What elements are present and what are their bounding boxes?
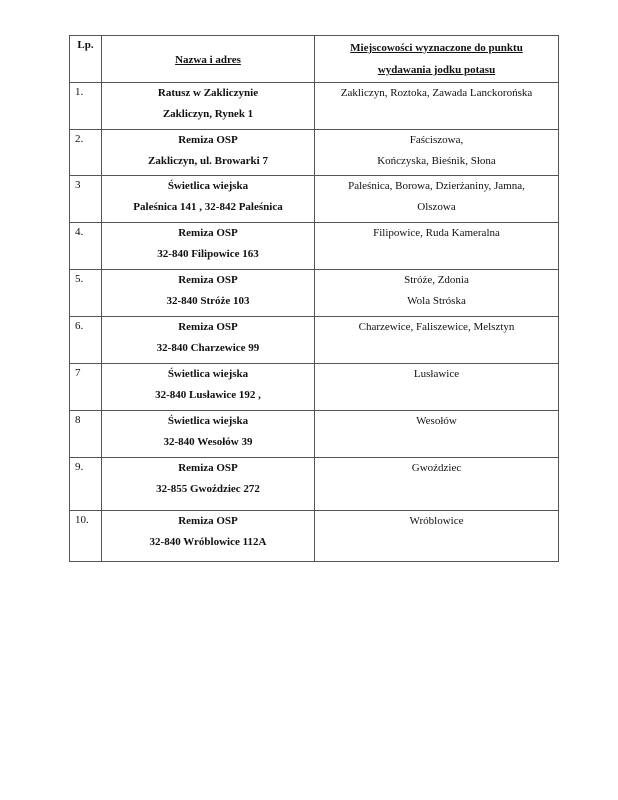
location-name-address: [102, 317, 315, 364]
location-name: Remiza OSP: [178, 227, 238, 239]
places-line1: Lusławice: [413, 368, 460, 380]
location-name: Świetlica wiejska: [167, 180, 249, 192]
assigned-places: [315, 130, 559, 176]
row-number: 2.: [70, 130, 102, 176]
row-number: 4.: [70, 223, 102, 270]
location-address: Zakliczyn, Rynek 1: [162, 108, 254, 120]
location-name: Ratusz w Zakliczynie: [157, 87, 259, 99]
row-number: 10.: [70, 511, 102, 562]
places-line1: Gwoździec: [411, 462, 462, 474]
assigned-places: [315, 364, 559, 411]
places-line2: Wola Stróska: [407, 295, 466, 307]
location-name-address: [102, 411, 315, 458]
row-number: 7: [70, 364, 102, 411]
location-address: 32-855 Gwoździec 272: [156, 483, 260, 495]
distribution-points-table: [69, 35, 559, 562]
location-address: 32-840 Filipowice 163: [157, 248, 259, 260]
assigned-places: [315, 511, 559, 562]
table-row: [70, 223, 559, 270]
location-name: Remiza OSP: [178, 134, 238, 146]
location-address: 32-840 Stróże 103: [166, 295, 250, 307]
location-name: Świetlica wiejska: [167, 368, 249, 380]
header-lp: Lp.: [70, 36, 102, 83]
row-number: 8: [70, 411, 102, 458]
places-line1: Wesołów: [416, 415, 457, 427]
location-address: 32-840 Wróblowice 112A: [149, 536, 267, 548]
assigned-places: [315, 458, 559, 511]
location-address: Zakliczyn, ul. Browarki 7: [148, 155, 268, 167]
table-row: [70, 411, 559, 458]
location-address: 32-840 Wesołów 39: [163, 436, 253, 448]
location-name: Remiza OSP: [178, 274, 238, 286]
places-line2: Kończyska, Bieśnik, Słona: [377, 155, 496, 167]
places-line1: Wróblowice: [409, 515, 464, 527]
location-address: 32-840 Charzewice 99: [156, 342, 260, 354]
location-name-address: [102, 176, 315, 223]
table-row: [70, 511, 559, 562]
places-line1: Stróże, Zdonia: [404, 274, 469, 286]
assigned-places: [315, 223, 559, 270]
table-row: [70, 317, 559, 364]
header-places-line1: Miejscowości wyznaczone do punktu: [350, 42, 523, 54]
location-name: Remiza OSP: [178, 321, 238, 333]
row-number: 9.: [70, 458, 102, 511]
row-number: 3: [70, 176, 102, 223]
header-name-address: Nazwa i adres: [102, 36, 315, 83]
location-name-address: [102, 511, 315, 562]
places-line2: Olszowa: [417, 201, 456, 213]
location-name-address: [102, 270, 315, 317]
table-row: [70, 83, 559, 130]
header-places: [315, 36, 559, 83]
location-name-address: [102, 364, 315, 411]
row-number: 1.: [70, 83, 102, 130]
table-row: [70, 364, 559, 411]
places-line1: Zakliczyn, Roztoka, Zawada Lanckorońska: [340, 87, 533, 99]
row-number: 5.: [70, 270, 102, 317]
places-line1: Filipowice, Ruda Kameralna: [373, 227, 500, 239]
places-line1: Paleśnica, Borowa, Dzierżaniny, Jamna,: [348, 180, 525, 192]
table-row: [70, 176, 559, 223]
places-line1: Faściszowa,: [409, 134, 464, 146]
table-row: [70, 270, 559, 317]
table-header-row: [70, 36, 559, 83]
assigned-places: [315, 176, 559, 223]
assigned-places: [315, 411, 559, 458]
row-number: 6.: [70, 317, 102, 364]
location-name: Świetlica wiejska: [167, 415, 249, 427]
assigned-places: [315, 83, 559, 130]
location-name-address: [102, 83, 315, 130]
location-name: Remiza OSP: [178, 462, 238, 474]
location-name-address: [102, 223, 315, 270]
header-places-line2: wydawania jodku potasu: [377, 64, 496, 76]
location-name: Remiza OSP: [178, 515, 238, 527]
location-name-address: [102, 130, 315, 176]
assigned-places: [315, 317, 559, 364]
location-address: Paleśnica 141 , 32-842 Paleśnica: [133, 201, 283, 213]
table-row: [70, 130, 559, 176]
location-address: 32-840 Lusławice 192 ,: [155, 389, 261, 401]
table-row: [70, 458, 559, 511]
places-line1: Charzewice, Faliszewice, Melsztyn: [358, 321, 515, 333]
location-name-address: [102, 458, 315, 511]
assigned-places: [315, 270, 559, 317]
